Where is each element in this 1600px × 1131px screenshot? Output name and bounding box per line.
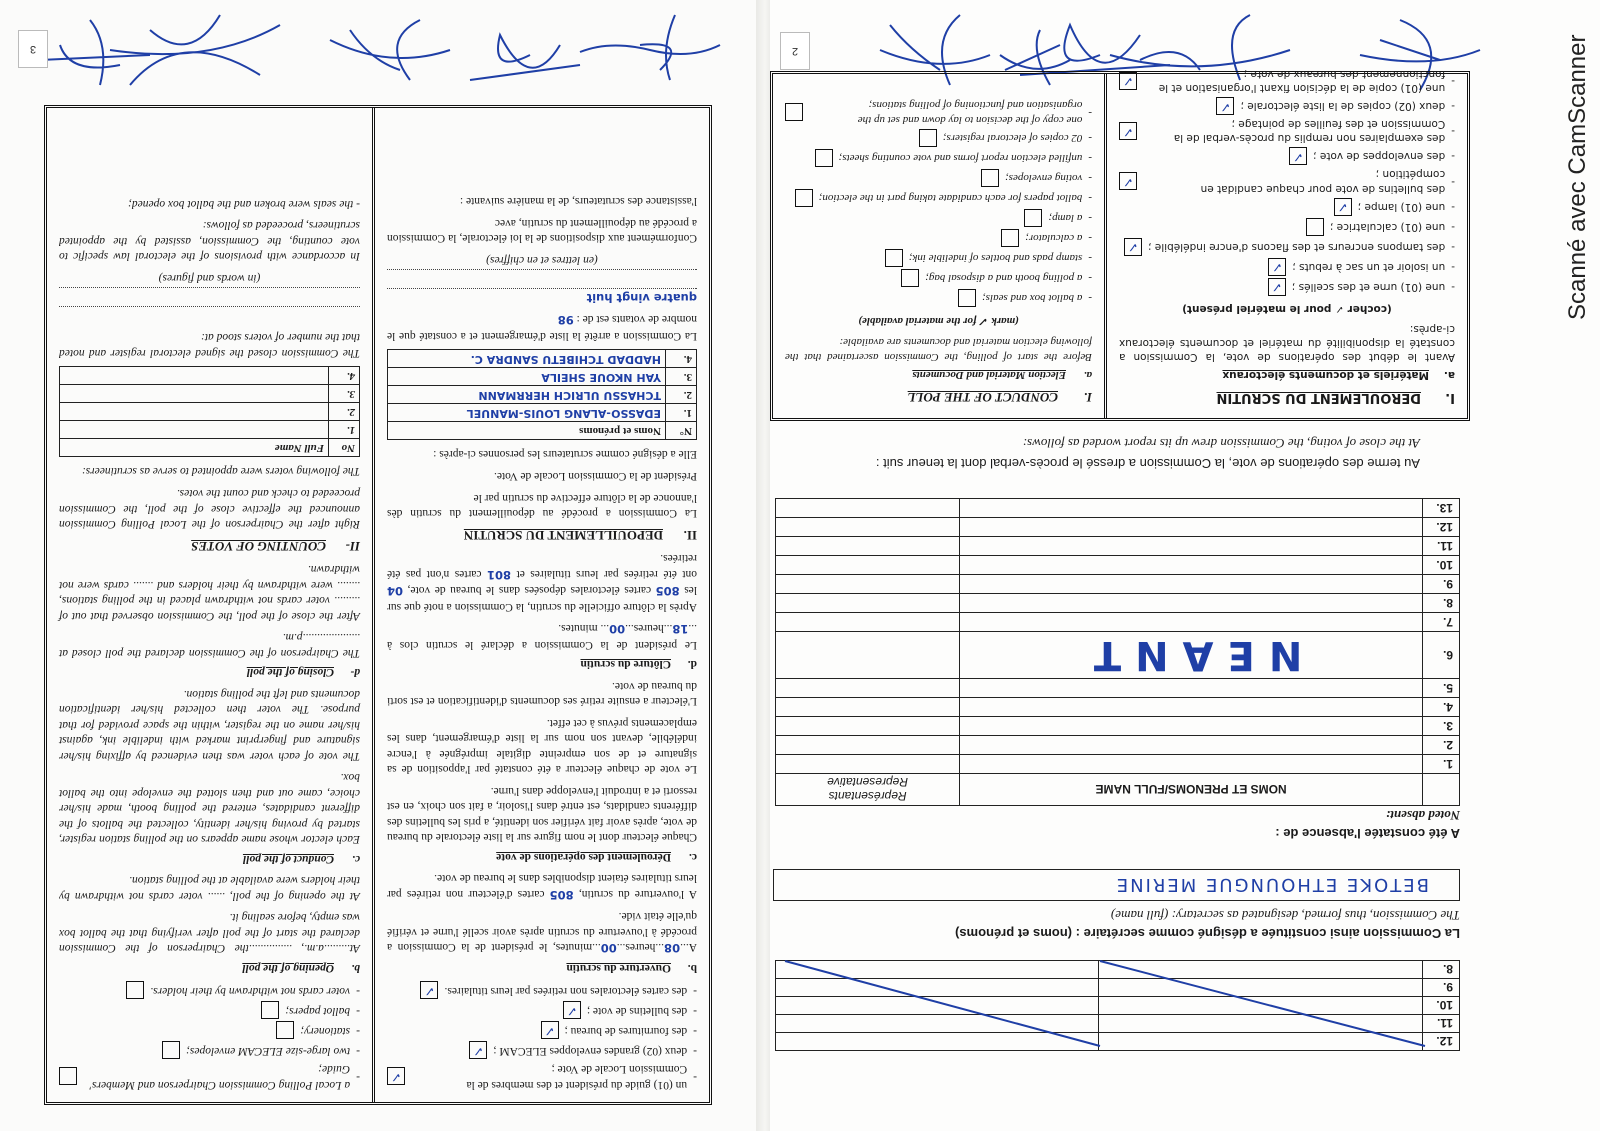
subsection-heading: b.Ouverture du scrutin — [566, 961, 697, 974]
table-row: 4. — [776, 698, 1460, 717]
cards-not-withdrawn-value[interactable]: 801 — [487, 567, 512, 582]
checkbox-empty-icon[interactable] — [785, 103, 803, 121]
closing-statement-en: At the close of voting, the Commission drew up its report worded as follows: — [1022, 436, 1420, 451]
checklist-item[interactable]: - two large-size ELECAM envelopes; — [59, 1041, 360, 1059]
table-row: 3. — [776, 717, 1460, 736]
checkbox-empty-icon[interactable] — [885, 249, 903, 267]
closure-paragraph: Le président de la Commission a déclaré le scrutin clos à ...18...heures...00... minutes. — [387, 622, 697, 651]
checkbox-checked-icon[interactable]: ✓ — [1119, 72, 1137, 90]
page-2 — [770, 0, 1600, 1131]
checkbox-empty-icon[interactable] — [1001, 229, 1019, 247]
table-row: 11. — [776, 1015, 1460, 1033]
dotted-line — [387, 269, 697, 286]
table-row: 7. — [776, 613, 1460, 632]
subsection-heading: d-Closing of the poll — [246, 666, 360, 679]
table-row: 11. — [776, 537, 1460, 556]
table-row: 4. HADDAD TCHIBETU SANDRA C. — [388, 349, 697, 367]
table-row: 13. — [776, 499, 1460, 518]
opening-cards-paragraph: A l'ouverture du scrutin, 805 cartes d'électeur non retirées par leurs titulaires étaient disponibles dans le bureau de vote. — [386, 872, 697, 902]
checkbox-empty-icon[interactable] — [919, 129, 937, 147]
scrutineer-name[interactable] — [60, 420, 329, 438]
table-row: 2. — [60, 402, 360, 420]
checkbox-checked-icon[interactable]: ✓ — [469, 1041, 487, 1059]
checkbox-empty-icon[interactable] — [126, 981, 144, 999]
checkbox-empty-icon[interactable] — [162, 1041, 180, 1059]
section-one-frame — [770, 67, 1470, 421]
vote-recorded-paragraph: Le vote de chaque électeur a été constaté par l'apposition de sa signature et de son empreinte digitale imprégnée à l'encre indélébile, devant son nom sur la liste d'émargement, dans les emplacements prévus à cet effet. — [387, 716, 697, 776]
table-row: 3. — [60, 384, 360, 402]
checkbox-checked-icon[interactable]: ✓ — [1119, 122, 1137, 140]
checklist-item[interactable]: - des enveloppes de vote ; ✓ — [1119, 147, 1455, 165]
scrutineer-name[interactable]: YAH NKOUE SHEILA — [388, 367, 666, 385]
checklist-item[interactable]: - une (01) calculatrice ; — [1119, 218, 1455, 236]
form-frame — [44, 105, 712, 1105]
table-row: 2. — [776, 736, 1460, 755]
scrutineer-name[interactable] — [60, 384, 329, 402]
checklist-item[interactable]: - ballot papers for each candidate taking part in the election; — [785, 189, 1092, 207]
table-row: 4. — [60, 366, 360, 384]
checklist-item[interactable]: - des tampons encreurs et des flacons d'encre indélébile ; ✓ — [1119, 238, 1455, 256]
handwritten-neant: NEANT — [960, 632, 1423, 679]
checkbox-empty-icon[interactable] — [981, 169, 999, 187]
signature-icon — [570, 10, 730, 100]
checklist-item[interactable]: - une (01) copie de la décision fixant l'organisation et le fonctionnement des bureaux de vote ; ✓ — [1119, 67, 1455, 95]
absent-label-en: Noted absent: — [1385, 808, 1460, 823]
checklist-item[interactable]: - deux (02) copies de la liste électorale ; ✓ — [1119, 97, 1455, 115]
checklist-item[interactable]: - deux (02) grandes enveloppes ELECAM ; ✓ — [387, 1041, 697, 1059]
column-english: I.CONDUCT OF THE POLL a.Election Material and Documents Before the start of polling, the Commission ascertained that the following election material and documents are available: (mark ✓ for the material available) - a ballot box and seals; - a polling booth and a disposal bag; - stamp pads and bottles of indelible ink; - a calculator; - a lamp; - ballot papers for each candidate taking part in the election; - voting envelopes; - unfilled election report forms and vote counting sheets; - 02 copies of electoral registers; - one copy of the decision to lay down and set up the organisation and functioning of polling stations; — [773, 74, 1107, 418]
absent-label-fr: A été constatée l'absence de : — [1275, 826, 1460, 841]
table-row: 12. — [776, 518, 1460, 537]
checklist-item[interactable]: - voter cards not withdrawn by their holders. — [59, 981, 360, 999]
section-heading: I.CONDUCT OF THE POLL — [907, 390, 1092, 405]
checkbox-empty-icon[interactable] — [815, 149, 833, 167]
scrutineer-name[interactable] — [60, 402, 329, 420]
checkbox-empty-icon[interactable] — [261, 1001, 279, 1019]
subsection-heading: a.Election Material and Documents — [912, 369, 1092, 382]
table-row: 9. — [776, 575, 1460, 594]
after-close-paragraph: Après la clôture officielle du scrutin, la Commission a noté que sur les 805 cartes électorales déposées dans le bureau de vote, 04 ont été retirées par leurs titulaires et 801 cartes n'ont pas été retirées. — [386, 552, 697, 613]
subsection-heading: d.Clôture du scrutin — [580, 658, 697, 671]
checklist-item[interactable]: - one copy of the decision to lay down and set up the organisation and functioning of polling stations; — [785, 97, 1092, 127]
checklist-item[interactable]: - a Local Polling Commission Chairperson and Members' Guide; — [59, 1061, 360, 1092]
closing-statement-fr: Au terme des opérations de vote, la Commission a dressé le procès-verbal dont la teneur suit : — [875, 456, 1420, 471]
checkbox-checked-icon[interactable]: ✓ — [1268, 258, 1286, 276]
counting-intro: La Commission a procédé au dépouillement du scrutin dès l'annonce de la clôture effective du scrutin par le — [387, 491, 697, 520]
scrutineer-name[interactable]: EDASSO-ALANG LOUIS-MANUEL — [388, 403, 666, 421]
page-number: 2 — [780, 32, 810, 70]
opening-cards-value[interactable]: 805 — [549, 887, 574, 902]
checklist-item[interactable]: - voting envelopes; — [785, 169, 1092, 187]
checklist-item[interactable]: - des exemplaires non remplis du procès-verbal de la Commission et des feuilles de pointage ; ✓ — [1119, 117, 1455, 145]
scrutineer-name[interactable]: TCHASSU ULRICH HERRMANN — [388, 385, 666, 403]
checkbox-empty-icon[interactable] — [901, 269, 919, 287]
table-row: 6. NEANT — [776, 632, 1460, 679]
voters-stood-paragraph: La Commission a arrêté la liste d'émargement et a constaté que le nombre de votants est de : 98 — [387, 313, 697, 342]
voters-words-field[interactable]: quatre vingt huit — [387, 288, 697, 305]
checkbox-checked-icon[interactable]: ✓ — [1334, 198, 1352, 216]
secretary-name-field[interactable]: BETOKE ETHOUNGUE MERINE — [773, 869, 1460, 901]
secretary-label-en: The Commission, thus formed, designated as secretary: (full name) — [1110, 908, 1460, 923]
subsection-heading: a.Matériels et documents électoraux — [1222, 369, 1455, 382]
dotted-line — [59, 287, 360, 304]
checkbox-empty-icon[interactable] — [59, 1067, 77, 1085]
checklist-item[interactable]: - unfilled election report forms and vote counting sheets; — [785, 149, 1092, 167]
checklist-item[interactable]: - un isoloir et un sac à rebuts ; ✓ — [1119, 258, 1455, 276]
page-number: 3 — [18, 30, 48, 68]
president-line: Président de la Commission Locale de Vote. — [493, 470, 697, 483]
members-table — [775, 960, 1460, 1051]
checkbox-empty-icon[interactable] — [276, 1021, 294, 1039]
table-row: 9. — [776, 979, 1460, 997]
closure-minutes-value[interactable]: 00 — [609, 622, 626, 637]
page-3 — [0, 0, 760, 1131]
checklist-item[interactable]: - ballot papers; — [59, 1001, 360, 1019]
table-row: 1. — [60, 420, 360, 438]
cards-deposited-value[interactable]: 805 — [655, 584, 680, 599]
checkbox-empty-icon[interactable] — [795, 189, 813, 207]
subsection-heading: c.Déroulement des opérations de vote — [496, 850, 697, 863]
signature-icon — [30, 15, 160, 95]
table-row: 5. — [776, 679, 1460, 698]
checklist-item[interactable]: - des fournitures de bureau ; ✓ — [387, 1021, 697, 1039]
checkbox-checked-icon[interactable]: ✓ — [420, 981, 438, 999]
checkbox-empty-icon[interactable] — [958, 289, 976, 307]
checklist-item[interactable]: - stamp pads and bottles of indelible ink; — [785, 249, 1092, 267]
checklist-item[interactable]: - a calculator; — [785, 229, 1092, 247]
signature-icon — [320, 10, 460, 100]
checklist-item[interactable]: - a polling booth and a disposal bag; — [785, 269, 1092, 287]
checkbox-checked-icon[interactable]: ✓ — [1268, 278, 1286, 296]
table-row: 12. — [776, 1033, 1460, 1051]
representatives-table: NOMS ET PRENOMS/FULL NAME Représentants Representative 1. 2. 3. 4. 5. 6. NEANT 7. 8. 9. 10. 11. 12. 13. — [775, 498, 1460, 806]
column-english: - a Local Polling Commission Chairperson and Members' Guide; - two large-size ELECAM envelopes; - stationery; - ballot papers; - voter cards not withdrawn by their holders. b.Opening of the poll At.........a.m., ...............the Chairperson of the Commission declared the start of the poll after verifying that the ballot box was empty, before sealing it. At the opening of the poll, ...... voter cards not withdrawn by their holders were available at the polling station. c.Conduct of the poll Each elector whose name appears on the polling station register, started by proving his/her identity, collected the ballots of the different candidates, entered the polling booth, made his/her choice, came out and then slotted the envelope into the ballot box. The vote of each voter was then evidenced by affixing his/her signature and fingerprint marked with indelible ink, against his/her name on the register, within the space provided for that purpose. The voter then collected his/her identification documents and left the polling station. d-Closing of the poll The Chairperson of the Commission declared the poll closed at ....................p.m. After the close of the poll, the Commission observed that out of ......... voter cards not withdrawn placed in the polling stations, ........ were withdrawn by their holders and ....... cards were not withdrawn. II-COUNTING OF VOTES Right after the Chairperson of the Local Polling Commission announced the effective close of the poll, the Commission proceeded to check and count the votes. The following voters were appointed to serve as scrutineers: No Full Name 1. 2. 3. 4. The Commission closed the signed electoral register and noted that the number of voters stood at: (in words and figures) In accordance with provisions of the electoral law specific to vote counting, the Commission, assisted by the appointed scrutineers, proceeded as follows: - the seals were broken and the ballot box opened; — [47, 108, 375, 1102]
scrutineer-name[interactable] — [60, 366, 329, 384]
checklist-item[interactable]: - une (01) urne et des scellés ; ✓ — [1119, 278, 1455, 296]
voters-figure-value[interactable]: 98 — [557, 313, 574, 328]
closure-hours-value[interactable]: 18 — [672, 622, 689, 637]
opening-minutes-value[interactable]: 00 — [600, 941, 617, 956]
camscanner-watermark: Scanné avec CamScanner — [1564, 34, 1591, 320]
column-french: I.DEROULEMENT DU SCRUTIN a.Matériels et documents électoraux Avant le début des opérations de vote, la Commission a constaté la disponibilité du matériel et documents électoraux ci-après: (cocher ✓ pour le matériel présent) - une (01) urne et des scellés ; ✓ - un isoloir et un sac à rebuts ; ✓ - des tampons encreurs et des flacons d'encre indélébile ; ✓ - une (01) calculatrice ; - une (01) lampe ; ✓ - des bulletins de vote pour chaque candidat en compétition ; ✓ - des enveloppes de vote ; ✓ - des exemplaires non remplis du procès-verbal de la Commission et des feuilles de pointage ; ✓ - deux (02) copies de la liste électorale ; ✓ - une (01) copie de la décision fixant l'organisation et le fonctionnement des bureaux de vote ; ✓ — [1119, 67, 1455, 405]
table-row: 10. — [776, 556, 1460, 575]
checkbox-checked-icon[interactable]: ✓ — [1119, 172, 1137, 190]
scrutineers-table-en: No Full Name 1. 2. 3. 4. — [59, 366, 360, 457]
table-row: 2. TCHASSU ULRICH HERRMANN — [388, 385, 697, 403]
checkbox-checked-icon[interactable]: ✓ — [1124, 238, 1142, 256]
table-row: 8. — [776, 594, 1460, 613]
scrutineer-name[interactable]: HADDAD TCHIBETU SANDRA C. — [388, 349, 666, 367]
checkbox-checked-icon[interactable]: ✓ — [387, 1067, 405, 1085]
secretary-label-fr: La Commission ainsi constituée a désigné comme secrétaire : (noms et prénoms) — [955, 926, 1460, 941]
checklist-item[interactable]: - a ballot box and seals; — [785, 289, 1092, 307]
opening-hours-value[interactable]: 08 — [664, 941, 681, 956]
scrutineers-intro: Elle a désigné comme scrutateurs les personnes ci-après : — [433, 448, 697, 461]
each-elector-paragraph: Chaque électeur dont le nom figure sur la liste électorale du bureau de vote, après avoir fait vérifier son identité, a pris les bulletins des différents candidats, est entré dans l'isoloir, a fait son choix, en est ressorti et a introduit l'enveloppe dans l'urne. — [387, 784, 697, 844]
signature-row — [0, 0, 760, 110]
checkbox-checked-icon[interactable]: ✓ — [1289, 147, 1307, 165]
checklist-item[interactable]: - a lamp; — [785, 209, 1092, 227]
column-french: - un (01) guide du président et des membres de la Commission Locale de Vote ; ✓ - deux (02) grandes enveloppes ELECAM ; ✓ - des fournitures de bureau ; ✓ - des bulletins de vote ; ✓ - des cartes électorales non retirées par leurs titulaires. ✓ b.Ouverture du scrutin A...08...heures...00...minutes, le président de la Commission a procédé à l'ouverture du scrutin après avoir scellé l'urne et vérifié qu'elle était vide. A l'ouverture du scrutin, 805 cartes d'électeur non retirées par leurs titulaires étaient disponibles dans le bureau de vote. c.Déroulement des opérations de vote Chaque électeur dont le nom figure sur la liste électorale du bureau de vote, après avoir fait vérifier son identité, a pris les bulletins des différents candidats, est entré dans l'isoloir, a fait son choix, en est ressorti et a introduit l'enveloppe dans l'urne. Le vote de chaque électeur a été constaté par l'apposition de sa signature et de son empreinte digitale imprégnée à l'encre indélébile, devant son nom sur la liste d'émargement, dans les emplacements prévus à cet effet. L'électeur a ensuite retiré ses documents d'identification et est sorti du bureau de vote. d.Clôture du scrutin Le président de la Commission a déclaré le scrutin clos à ...18...heures...00... minutes. Après la clôture officielle du scrutin, la Commission a noté que sur les 805 cartes électorales déposées dans le bureau de vote, 04 ont été retirées par leurs titulaires et 801 cartes n'ont pas été retirées. II.DEPOUILLEMENT DU SCRUTIN La Commission a procédé au dépouillement du scrutin dès l'annonce de la clôture effective du scrutin par le Président de la Commission Locale de Vote. Elle a désigné comme scrutateurs les personnes ci-après : N° Noms et prénoms 1. EDASSO-ALANG LOUIS-MANUEL 2. TCHASSU ULRICH HERRMANN 3. YAH NKOUE SHEILA 4. HADDAD TCHIBETU SANDRA C. La Commission a arrêté la liste d'émargement et a constaté que le nombre de votants est de : 98 quatre vingt huit (en lettres et en chiffres) Conformément aux dispositions de la loi électorale, la Commission a procédé au dépouillement du scrutin, avec l'assistance des scrutateurs, de la manière suivante : — [386, 195, 697, 1091]
section-heading: II-COUNTING OF VOTES — [191, 538, 360, 554]
checklist-item[interactable]: - des cartes électorales non retirées par leurs titulaires. ✓ — [387, 981, 697, 999]
checkbox-empty-icon[interactable] — [1306, 218, 1324, 236]
subsection-heading: c.Conduct of the poll — [242, 852, 360, 865]
checklist-item[interactable]: - des bulletins de vote pour chaque candidat en compétition ; ✓ — [1119, 167, 1455, 195]
table-row: 1. — [776, 755, 1460, 774]
section-heading: I.DEROULEMENT DU SCRUTIN — [1216, 390, 1455, 405]
checklist-item[interactable]: - 02 copies of electoral registers; — [785, 129, 1092, 147]
opening-paragraph: A...08...heures...00...minutes, le président de la Commission a procédé à l'ouverture du scrutin après avoir scellé l'urne et vérifié qu'elle était vide. — [387, 910, 697, 956]
section-heading: II.DEPOUILLEMENT DU SCRUTIN — [463, 527, 697, 543]
table-row: 1. EDASSO-ALANG LOUIS-MANUEL — [388, 403, 697, 421]
checklist-item[interactable]: - des bulletins de vote ; ✓ — [387, 1001, 697, 1019]
checkbox-empty-icon[interactable] — [1024, 209, 1042, 227]
checkbox-checked-icon[interactable]: ✓ — [563, 1001, 581, 1019]
voters-words-field[interactable] — [59, 306, 360, 323]
table-row: 8. — [776, 961, 1460, 979]
voter-left-paragraph: L'électeur a ensuite retiré ses documents d'identification et est sorti du bureau de vote. — [387, 679, 697, 708]
checkbox-checked-icon[interactable]: ✓ — [1216, 97, 1234, 115]
cards-withdrawn-value[interactable]: 04 — [386, 584, 403, 599]
checklist-item[interactable]: - un (01) guide du président et des membres de la Commission Locale de Vote ; ✓ — [387, 1061, 697, 1092]
scrutineers-table: N° Noms et prénoms 1. EDASSO-ALANG LOUIS-MANUEL 2. TCHASSU ULRICH HERRMANN 3. YAH NKOUE SHEILA 4. HADDAD TCHIBETU SANDRA C. — [387, 349, 697, 440]
table-row: 3. YAH NKOUE SHEILA — [388, 367, 697, 385]
signature-icon — [460, 10, 590, 105]
table-row: 10. — [776, 997, 1460, 1015]
checklist-item[interactable]: - stationery; — [59, 1021, 360, 1039]
subsection-heading: b.Opening of the poll — [242, 961, 360, 974]
checklist-item[interactable]: - une (01) lampe ; ✓ — [1119, 198, 1455, 216]
checkbox-checked-icon[interactable]: ✓ — [541, 1021, 559, 1039]
